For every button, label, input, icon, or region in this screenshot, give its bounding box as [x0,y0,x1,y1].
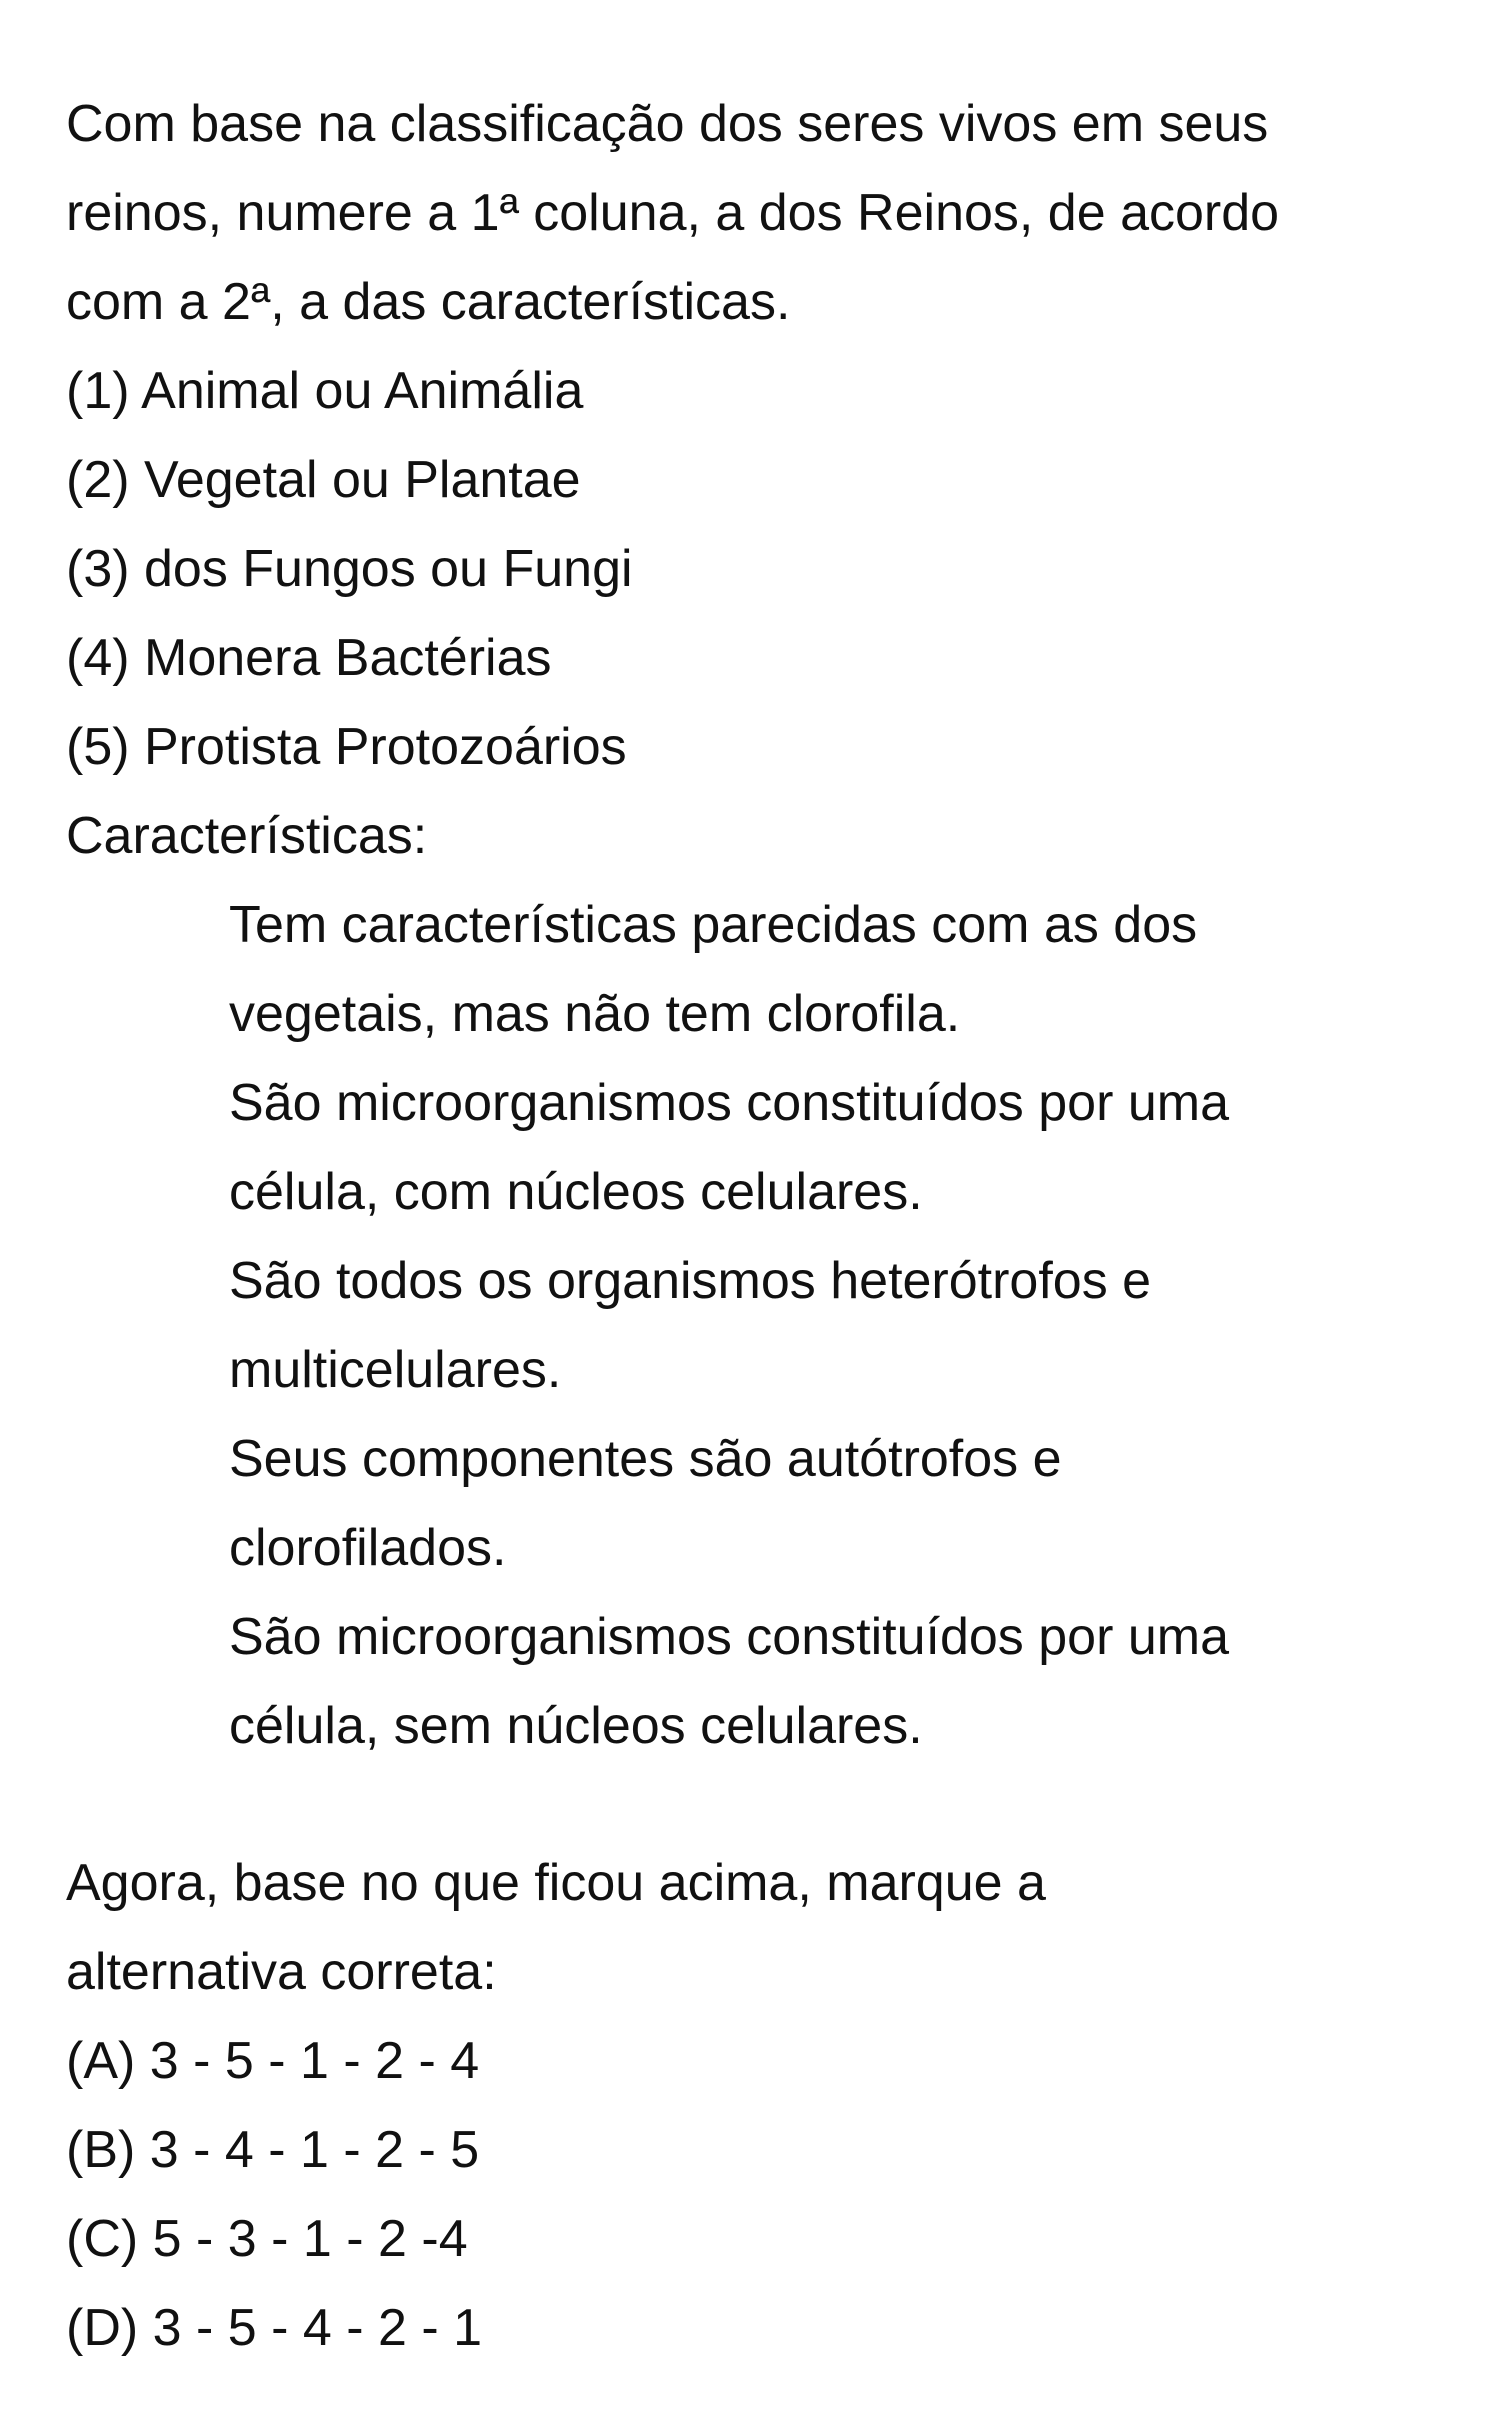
question-intro [66,80,1446,347]
reino-item: (1) Animal ou Animália [66,362,584,420]
reino-item: (4) Monera Bactérias [66,629,552,687]
caracteristica-line: Seus componentes são autótrofos e [229,1430,1062,1488]
caracteristica-line: célula, sem núcleos celulares. [229,1697,923,1755]
question-document [66,80,1446,2373]
caracteristica-line: vegetais, mas não tem clorofila. [229,985,961,1043]
intro-line: Com base na classificação dos seres vivos em seus [66,95,1269,153]
alternativas-list [66,2017,1446,2373]
instruction-line: Agora, base no que ficou acima, marque a [66,1854,1046,1912]
alternativa-b: (B) 3 - 4 - 1 - 2 - 5 [66,2121,480,2179]
caracteristica-line: célula, com núcleos celulares. [229,1163,923,1221]
caracteristicas-label: Características: [66,807,428,865]
alternativa-a: (A) 3 - 5 - 1 - 2 - 4 [66,2032,480,2090]
intro-line: com a 2ª, a das características. [66,273,791,331]
reino-item: (3) dos Fungos ou Fungi [66,540,633,598]
caracteristica-line: clorofilados. [229,1519,507,1577]
caracteristica-line: São todos os organismos heterótrofos e [229,1252,1152,1310]
instruction-line: alternativa correta: [66,1943,497,2001]
caracteristicas-list [66,881,1446,1771]
reinos-list [66,347,1446,792]
alternativa-d: (D) 3 - 5 - 4 - 2 - 1 [66,2299,483,2357]
section-spacer [66,1771,1446,1839]
question-instruction [66,1839,1446,2017]
alternativa-c: (C) 5 - 3 - 1 - 2 -4 [66,2210,468,2268]
reino-item: (2) Vegetal ou Plantae [66,451,581,509]
caracteristica-line: São microorganismos constituídos por uma [229,1074,1230,1132]
caracteristica-line: Tem características parecidas com as dos [229,896,1198,954]
caracteristica-line: multicelulares. [229,1341,562,1399]
reino-item: (5) Protista Protozoários [66,718,627,776]
intro-line: reinos, numere a 1ª coluna, a dos Reinos, de acordo [66,184,1280,242]
caracteristica-line: São microorganismos constituídos por uma [229,1608,1230,1666]
